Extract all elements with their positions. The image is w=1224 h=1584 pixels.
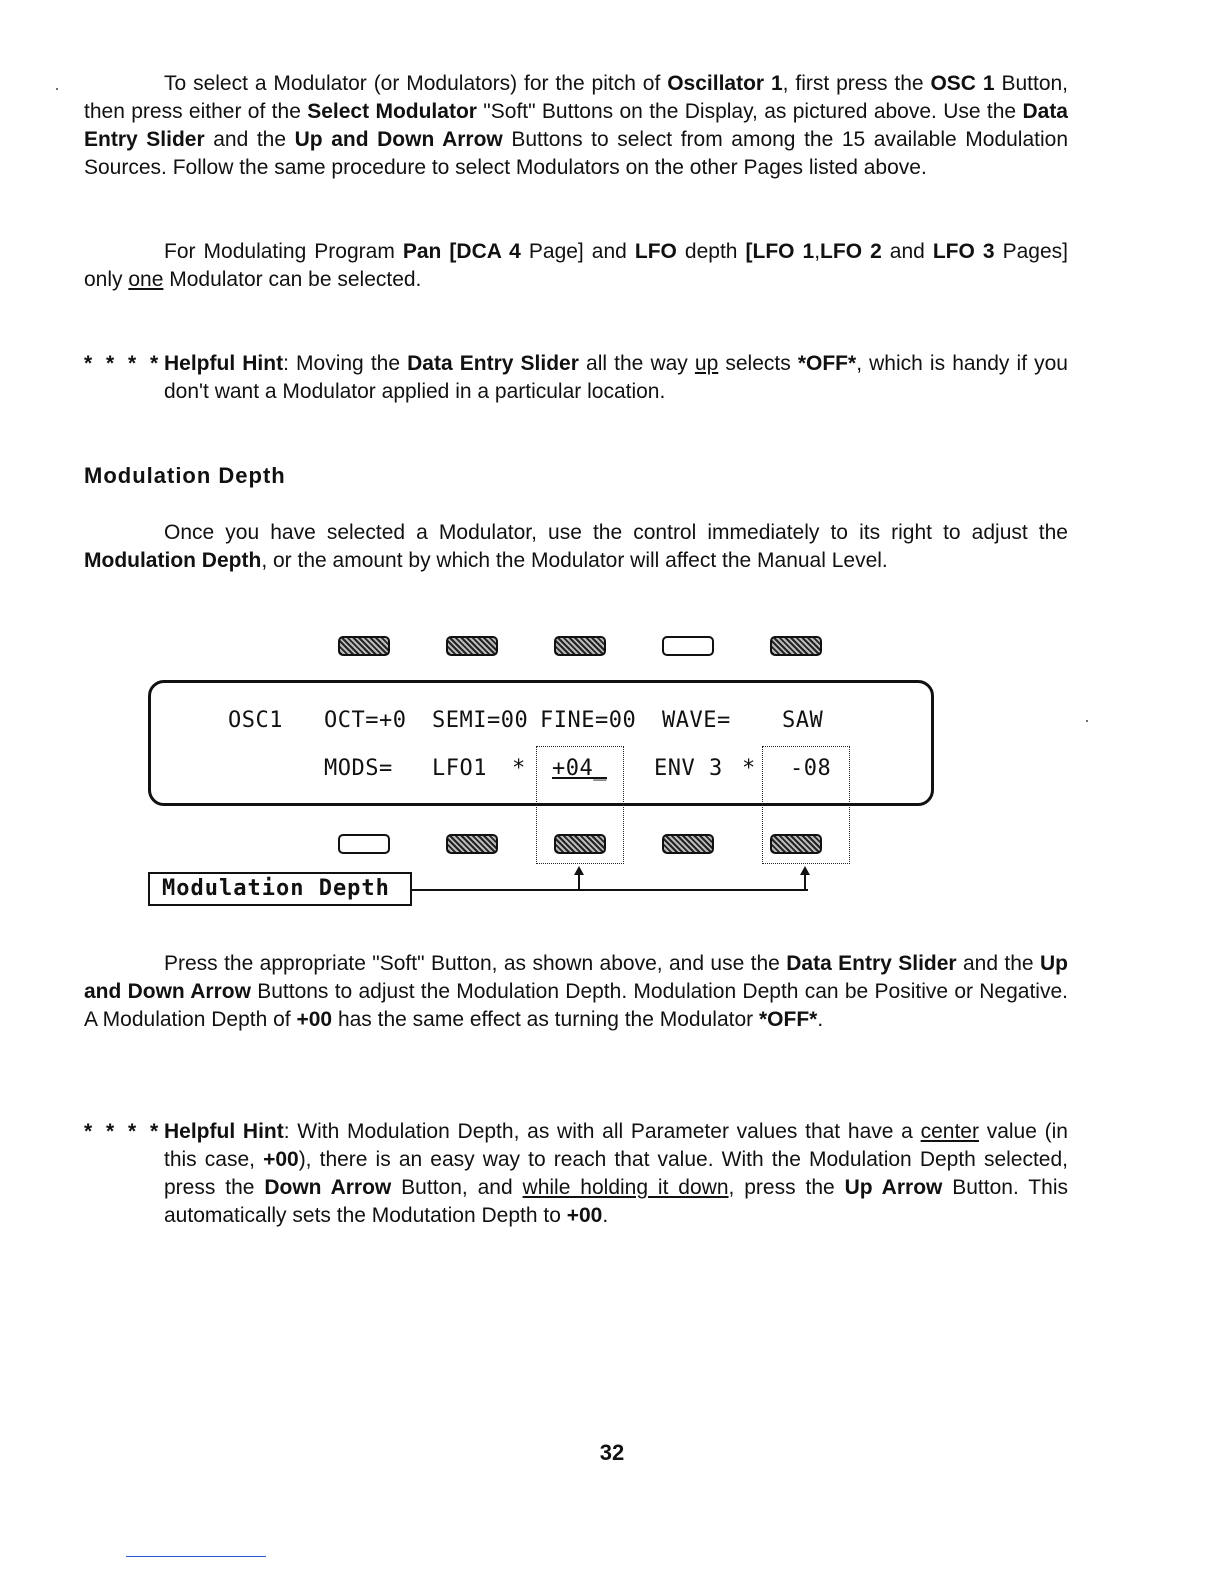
scan-speck <box>56 88 58 90</box>
lcd-wave-value: SAW <box>782 708 824 733</box>
footer-rule <box>126 1556 266 1557</box>
top-softkey-5[interactable] <box>770 636 822 656</box>
lcd-oct: OCT=+0 <box>324 708 407 733</box>
modulation-depth-callout: Modulation Depth <box>148 872 412 906</box>
paragraph-adjust-depth: Press the appropriate "Soft" Button, as shown above, and use the Data Entry Slider and the Up and Down Arrow Buttons to adjust the Modulation Depth. Modulation Depth can be Positive or Negative. A Modulation Depth of +00 has the same effect as turning the Modulator *OFF*. <box>84 952 1068 1031</box>
hint-stars: * * * * <box>84 352 163 375</box>
hint-text: Helpful Hint: With Modulation Depth, as with all Parameter values that have a center value (in this case, +00), there is an easy way to reach that value. With the Modulation Depth selected, press the Down Arrow Button, and while holding it down, press the Up Arrow Button. This automatically sets the Modutation Depth to +00. <box>164 1120 1068 1227</box>
lcd-mod2-depth: -08 <box>790 756 832 781</box>
lcd-mod2-source: ENV 3 <box>654 756 723 781</box>
callout-pointer-2 <box>804 874 806 890</box>
callout-pointer-1 <box>578 874 580 890</box>
lcd-wave: WAVE= <box>662 708 731 733</box>
top-softkey-1[interactable] <box>338 636 390 656</box>
hint-text: Helpful Hint: Moving the Data Entry Slider all the way up selects *OFF*, which is handy if you don't want a Modulator applied in a particular location. <box>164 352 1068 403</box>
bottom-softkey-3[interactable] <box>554 834 606 854</box>
paragraph-modulation-depth: Once you have selected a Modulator, use the control immediately to its right to adjust the Modulation Depth, or the amount by which the Modulator will affect the Manual Level. <box>84 521 1068 572</box>
scan-speck <box>1086 720 1088 722</box>
bottom-softkey-1[interactable] <box>338 834 390 854</box>
paragraph-single-modulator: For Modulating Program Pan [DCA 4 Page] and LFO depth [LFO 1,LFO 2 and LFO 3 Pages] only one Modulator can be selected. <box>84 240 1068 291</box>
page-number: 32 <box>599 1440 625 1465</box>
lcd-mods: MODS= <box>324 756 393 781</box>
display-diagram <box>0 620 1224 920</box>
arrow-up-icon <box>800 866 810 875</box>
lcd-osc1: OSC1 <box>228 708 283 733</box>
lcd-mod1-asterisk: * <box>512 756 526 781</box>
helpful-hint-off <box>84 350 1068 406</box>
top-softkey-4[interactable] <box>662 636 714 656</box>
lcd-semi: SEMI=00 <box>432 708 529 733</box>
top-softkey-3[interactable] <box>554 636 606 656</box>
hint-stars: * * * * <box>84 1120 163 1143</box>
paragraph-select-modulator: To select a Modulator (or Modulators) for the pitch of Oscillator 1, first press the OSC 1 Button, then press either of the Select Modulator "Soft" Buttons on the Display, as pictured above. Use the Data Entry Slider and the Up and Down Arrow Buttons to select from among the 15 available Modulation Sources. Follow the same procedure to select Modulators on the other Pages listed above. <box>84 72 1069 179</box>
top-softkey-2[interactable] <box>446 636 498 656</box>
lcd-fine: FINE=00 <box>540 708 637 733</box>
lcd-mod1-depth: +04_ <box>552 756 607 781</box>
section-heading: Modulation Depth <box>84 463 286 488</box>
bottom-softkey-5[interactable] <box>770 834 822 854</box>
bottom-softkey-2[interactable] <box>446 834 498 854</box>
lcd-mod1-source: LFO1 <box>432 756 487 781</box>
helpful-hint-center <box>84 1118 1068 1230</box>
bottom-softkey-4[interactable] <box>662 834 714 854</box>
arrow-up-icon <box>574 866 584 875</box>
callout-line <box>412 889 808 891</box>
lcd-mod2-asterisk: * <box>742 756 756 781</box>
